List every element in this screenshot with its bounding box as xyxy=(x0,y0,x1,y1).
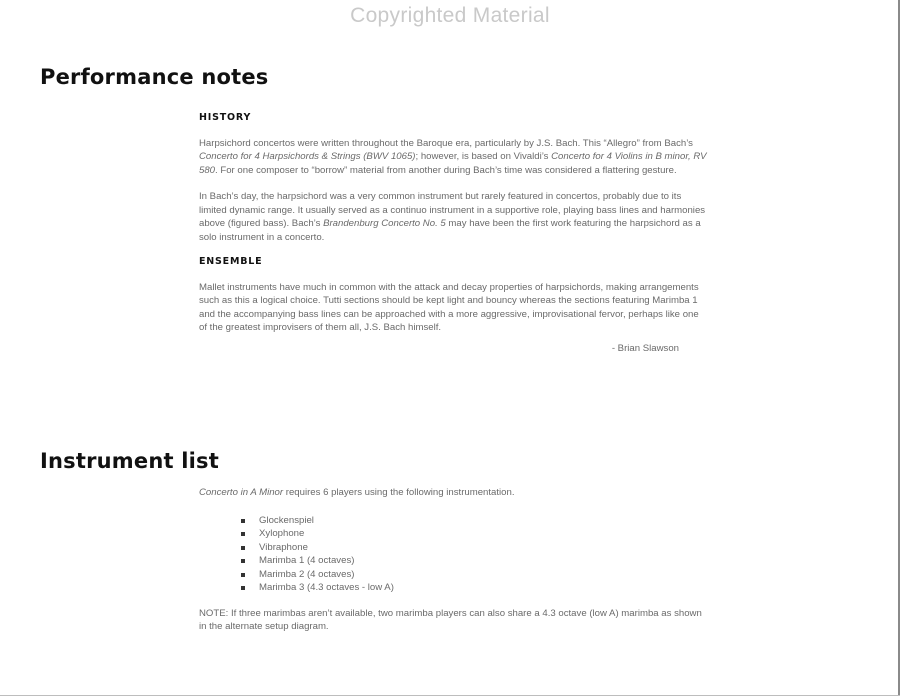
ensemble-heading: ENSEMBLE xyxy=(199,256,263,267)
list-item: Marimba 1 (4 octaves) xyxy=(239,554,709,568)
history-paragraph-1: Harpsichord concertos were written throughout the Baroque era, particularly by J.S. Bach. This “Allegro” from Bach’s Concerto for 4 Harpsichords & Strings (BWV 1065); however, is based on Vivaldi’s Concerto for 4 Violins in B minor, RV 580. For one composer to “borrow” material from another during Bach’s time was considered a flattering gesture. xyxy=(199,137,707,176)
watermark: Copyrighted Material xyxy=(350,4,550,27)
instrument-note: NOTE: If three marimbas aren’t available, two marimba players can also share a 4.3 octave (low A) marimba as shown in the alternate setup diagram. xyxy=(199,607,702,632)
ensemble-paragraph: Mallet instruments have much in common with the attack and decay properties of harpsichords, making arrangements such as this a logical choice. Tutti sections should be kept light and bouncy whereas the sections featuring Marimba 1 and the accompanying bass lines can be approached with a more aggressive, improvisational fervor, perhaps like one of the greatest improvisers of them all, J.S. Bach himself. xyxy=(199,281,699,333)
instrument-intro: Concerto in A Minor requires 6 players using the following instrumentation. xyxy=(199,487,515,498)
list-item: Vibraphone xyxy=(239,541,709,555)
instrument-bullet-list xyxy=(199,514,709,595)
performance-notes-body xyxy=(199,111,709,355)
list-item: Marimba 3 (4.3 octaves - low A) xyxy=(239,581,709,595)
performance-notes-title: Performance notes xyxy=(40,65,269,89)
history-paragraph-2: In Bach’s day, the harpsichord was a very common instrument but rarely featured in concertos, probably due to its limited dynamic range. It usually served as a continuo instrument in a supportive role, playing bass lines and harmonies above (figured bass). Bach’s Brandenburg Concerto No. 5 may have been the first work featuring the harpsichord as a solo instrument in a concerto. xyxy=(199,191,706,243)
instrument-list-title: Instrument list xyxy=(40,449,219,473)
list-item: Glockenspiel xyxy=(239,514,709,528)
list-item: Xylophone xyxy=(239,527,709,541)
author-signature: - Brian Slawson xyxy=(611,342,679,354)
list-item: Marimba 2 (4 octaves) xyxy=(239,568,709,582)
instrument-list-body xyxy=(199,486,709,634)
history-heading: HISTORY xyxy=(199,112,252,123)
